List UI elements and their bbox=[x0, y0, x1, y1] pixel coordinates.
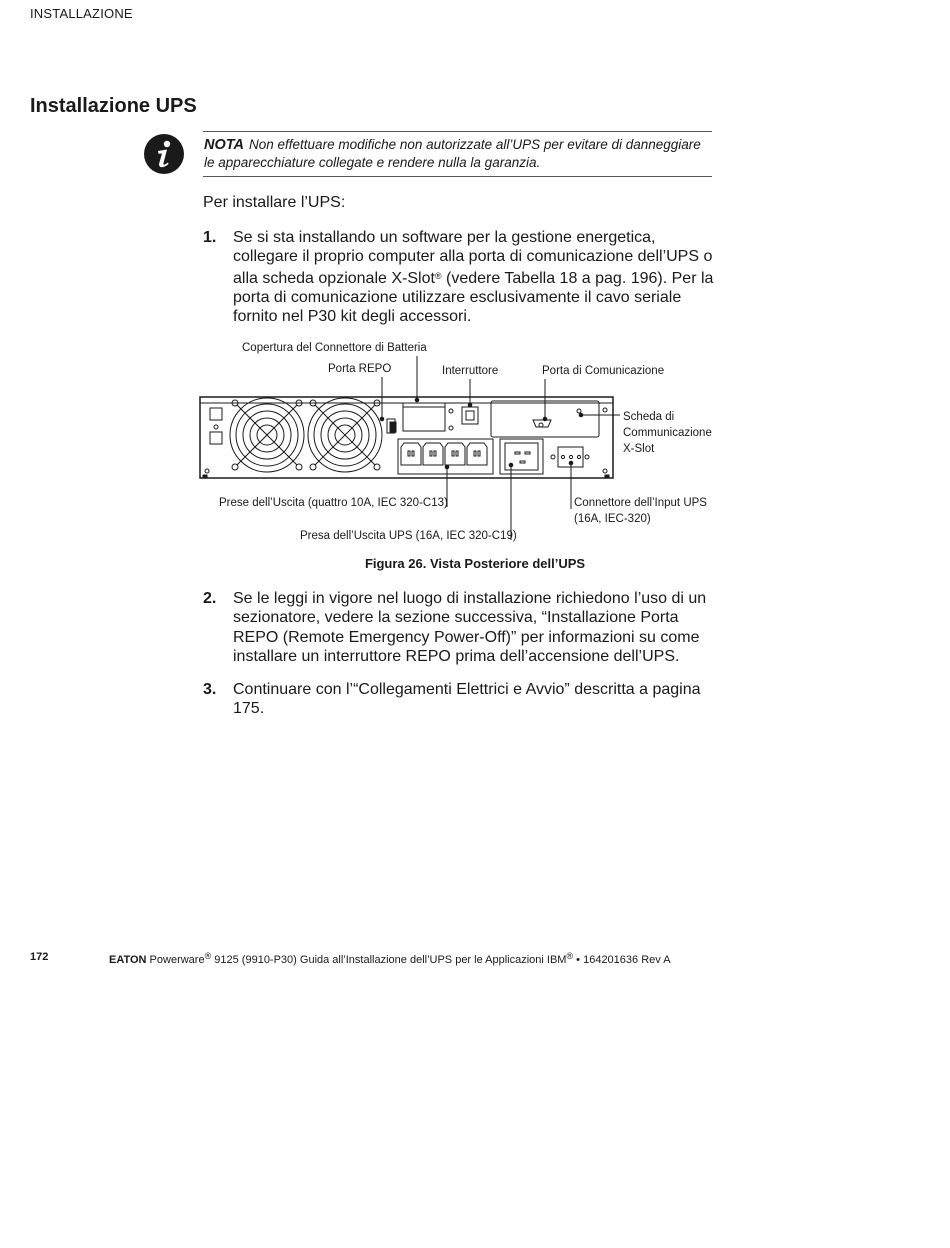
figure-caption: Figura 26. Vista Posteriore dell’UPS bbox=[364, 556, 586, 571]
label-ups-outlet: Presa dell’Uscita UPS (16A, IEC 320-C19) bbox=[300, 530, 517, 542]
note-text: Non effettuare modifiche non autorizzate all’UPS per evitare di danneggiare le apparecchiature collegate e rendere nulla la garanzia. bbox=[204, 137, 701, 170]
ups-rear-view-figure bbox=[195, 335, 725, 550]
page-title: Installazione UPS bbox=[30, 95, 197, 117]
step-text: Continuare con l’“Collegamenti Elettrici e Avvio” descritta a pagina 175. bbox=[233, 681, 701, 718]
label-outlets: Prese dell’Uscita (quattro 10A, IEC 320-C13) bbox=[219, 497, 448, 509]
outlet-c13 bbox=[401, 443, 487, 465]
registered-mark: ® bbox=[434, 270, 442, 281]
step-3 bbox=[203, 680, 723, 719]
intro-text: Per installare l’UPS: bbox=[203, 194, 346, 211]
step-number: 1. bbox=[203, 229, 217, 246]
fan-2 bbox=[308, 398, 382, 472]
label-repo-port: Porta REPO bbox=[328, 363, 392, 375]
footer-text: EATON Powerware® 9125 (9910-P30) Guida all’Installazione dell’UPS per le Applicazioni IBM® • 164201636 Rev A bbox=[109, 951, 671, 966]
label-xslot-3: X-Slot bbox=[623, 443, 655, 455]
footer-brand: EATON bbox=[109, 954, 147, 966]
section-header: INSTALLAZIONE bbox=[30, 6, 133, 21]
note-box bbox=[203, 131, 712, 177]
label-xslot-1: Scheda di bbox=[623, 411, 675, 423]
fan-1 bbox=[230, 398, 304, 472]
step-1 bbox=[203, 228, 723, 326]
label-xslot-2: Communicazione bbox=[623, 427, 712, 439]
step-text: Se si sta installando un software per la gestione energetica, collegare il proprio computer alla porta di comunicazione dell’UPS o alla scheda opzionale X-Slot® (vedere Tabella 18 a pag. 196). Per la porta di comunicazione utilizzare esclusivamente il cavo seriale fornito nel P30 kit degli accessori. bbox=[233, 229, 714, 326]
step-number: 2. bbox=[203, 590, 217, 607]
label-switch: Interruttore bbox=[442, 365, 499, 377]
note-label: NOTA bbox=[204, 137, 245, 153]
label-battery-cover: Copertura del Connettore di Batteria bbox=[242, 342, 427, 354]
step-2 bbox=[203, 589, 723, 666]
label-comm-port: Porta di Comunicazione bbox=[542, 365, 665, 377]
label-input-2: (16A, IEC-320) bbox=[574, 513, 651, 525]
info-icon bbox=[143, 133, 185, 175]
page-number: 172 bbox=[30, 951, 49, 963]
step-number: 3. bbox=[203, 681, 217, 698]
step-text: Se le leggi in vigore nel luogo di installazione richiedono l’uso di un sezionatore, vedere la sezione successiva, “Installazione Porta REPO (Remote Emergency Power-Off)” per informazioni su come installare un interruttore REPO prima dell’accensione dell’UPS. bbox=[233, 590, 707, 665]
label-input-1: Connettore dell’Input UPS bbox=[574, 497, 707, 509]
